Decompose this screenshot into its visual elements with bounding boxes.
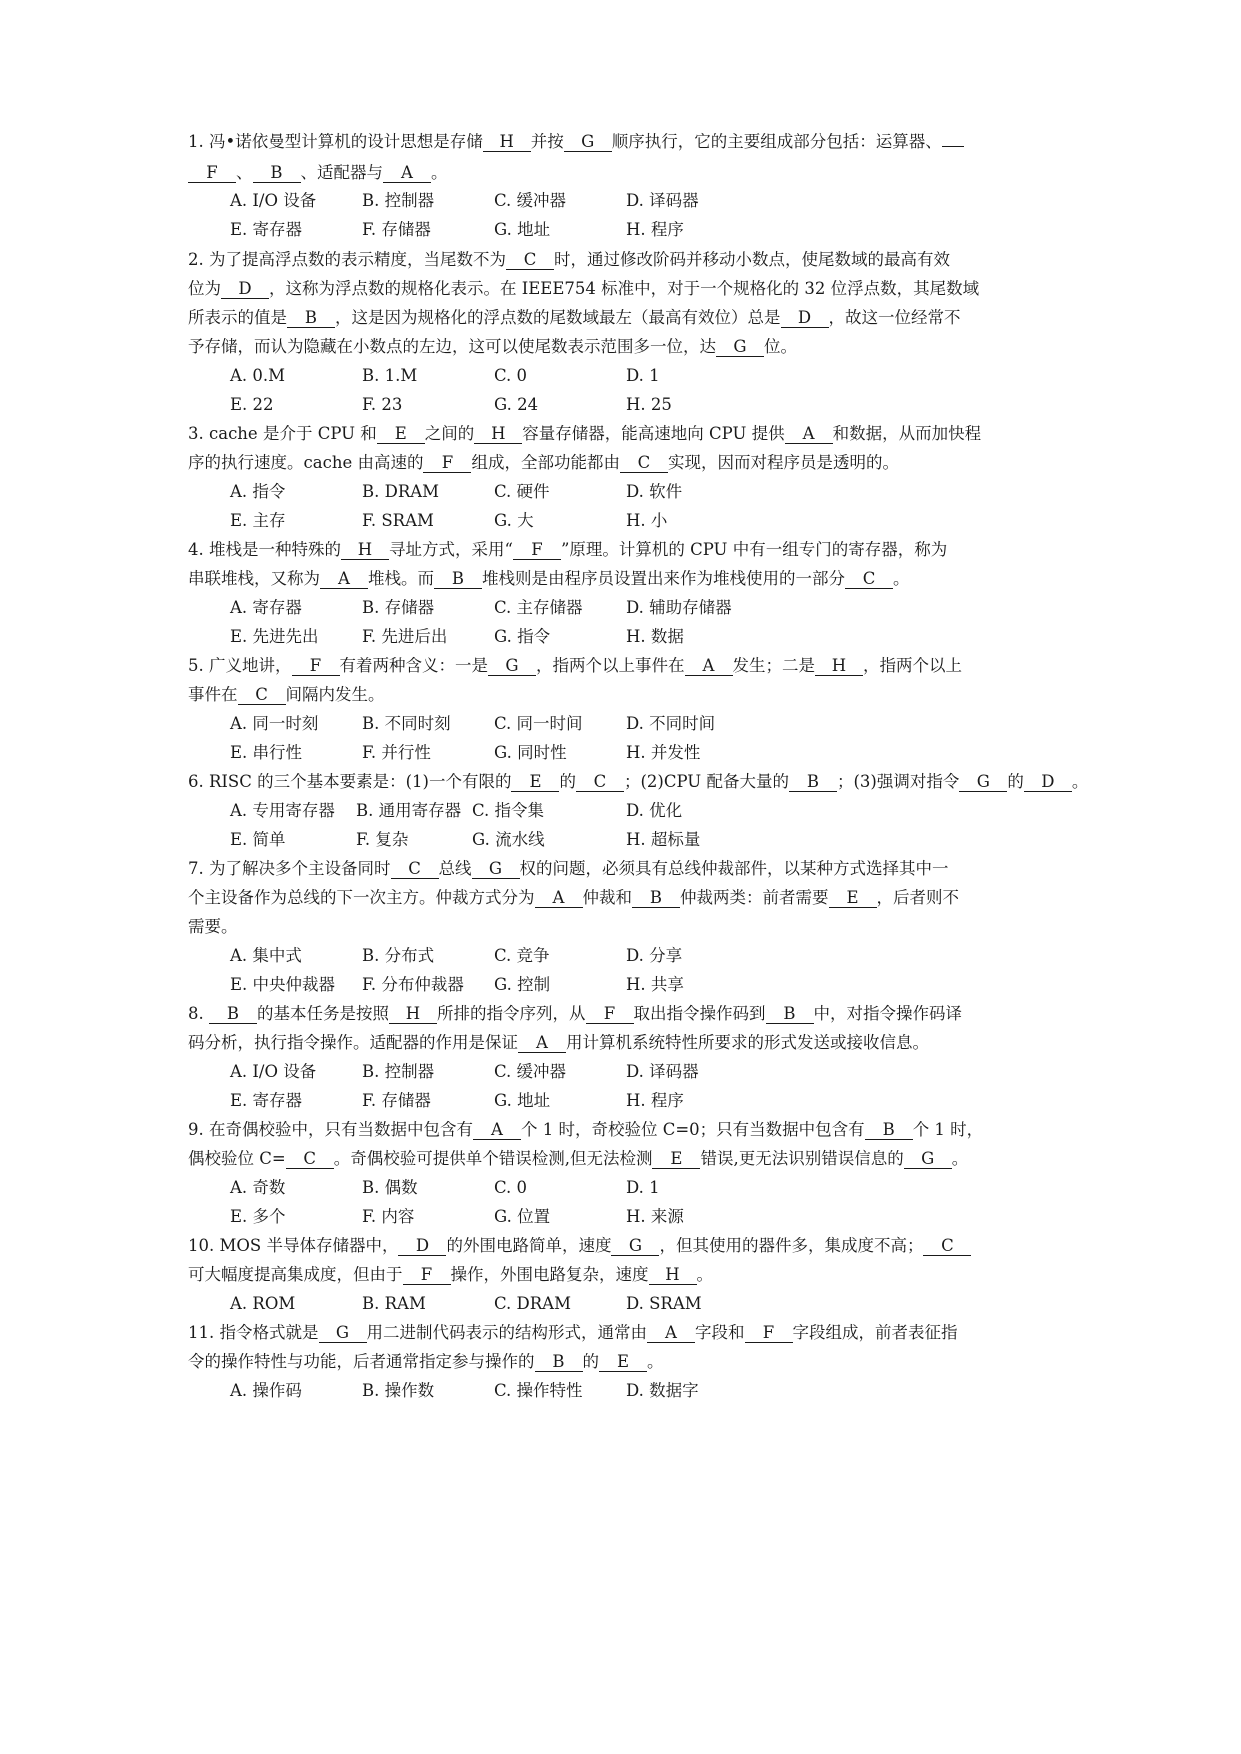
answer-blank: F bbox=[292, 657, 340, 676]
question-text: 5. 广义地讲， bbox=[188, 656, 292, 675]
question-text: ，指两个以上事件在 bbox=[536, 656, 685, 675]
answer-blank: G bbox=[716, 338, 764, 357]
question-text: 的外围电路简单，速度 bbox=[446, 1236, 612, 1255]
answer-blank: D bbox=[1024, 773, 1072, 792]
question-text: 串联堆栈，又称为 bbox=[188, 569, 320, 588]
option-item: D. 1 bbox=[626, 366, 660, 385]
option-item: A. ROM bbox=[230, 1294, 296, 1313]
question-text: 字段和 bbox=[695, 1323, 745, 1342]
question-4-line bbox=[188, 568, 910, 590]
question-text: 可大幅度提高集成度，但由于 bbox=[188, 1265, 403, 1284]
answer-blank: H bbox=[815, 657, 863, 676]
question-text: 。 bbox=[647, 1352, 664, 1371]
answer-blank: B bbox=[789, 773, 837, 792]
question-text: 用二进制代码表示的结构形式，通常由 bbox=[366, 1323, 647, 1342]
answer-blank: F bbox=[403, 1266, 451, 1285]
question-text: 10. MOS 半导体存储器中， bbox=[188, 1236, 399, 1255]
question-text: 令的操作特性与功能，后者通常指定参与操作的 bbox=[188, 1352, 535, 1371]
question-text: ，但其使用的器件多，集成度不高； bbox=[659, 1236, 924, 1255]
option-item: B. DRAM bbox=[362, 482, 440, 501]
question-2-line bbox=[188, 307, 961, 329]
question-text: 之间的 bbox=[424, 424, 475, 443]
question-text: 4. 堆栈是一种特殊的 bbox=[188, 540, 341, 559]
question-7-line bbox=[188, 916, 238, 938]
answer-blank: E bbox=[599, 1353, 647, 1372]
answer-blank: H bbox=[341, 541, 389, 560]
question-text: 8. bbox=[188, 1004, 209, 1023]
option-item: C. 硬件 bbox=[494, 482, 550, 501]
question-text: 错误,更无法识别错误信息的 bbox=[700, 1149, 904, 1168]
question-text: 3. cache 是介于 CPU 和 bbox=[188, 424, 377, 443]
option-item: C. 缓冲器 bbox=[494, 1062, 567, 1081]
question-text: 位。 bbox=[764, 337, 797, 356]
answer-blank: G bbox=[611, 1237, 659, 1256]
option-item: B. 1.M bbox=[362, 366, 418, 385]
question-text: ；(2)CPU 配备大量的 bbox=[623, 772, 789, 791]
question-5-line bbox=[188, 684, 385, 706]
answer-blank: C bbox=[576, 773, 624, 792]
answer-blank: B bbox=[209, 1005, 257, 1024]
option-item: F. SRAM bbox=[362, 511, 434, 530]
question-11-line bbox=[188, 1322, 958, 1344]
option-item: E. 22 bbox=[230, 395, 274, 414]
question-text: 取出指令操作码到 bbox=[633, 1004, 766, 1023]
option-item: B. RAM bbox=[362, 1294, 426, 1313]
question-text: 予存储，而认为隐藏在小数点的左边，这可以使尾数表示范围多一位，达 bbox=[188, 337, 716, 356]
question-text: 并按 bbox=[530, 132, 564, 151]
option-item: H. 25 bbox=[626, 395, 672, 414]
option-item: E. 简单 bbox=[230, 830, 286, 849]
answer-blank: C bbox=[620, 454, 668, 473]
question-text: 实现，因而对程序员是透明的。 bbox=[667, 453, 899, 472]
answer-blank: A bbox=[647, 1324, 695, 1343]
answer-blank: H bbox=[483, 133, 531, 152]
option-item: C. 竞争 bbox=[494, 946, 550, 965]
answer-blank: A bbox=[785, 425, 833, 444]
question-10-line bbox=[188, 1235, 971, 1257]
question-text: ，指两个以上 bbox=[863, 656, 962, 675]
option-item: B. 不同时刻 bbox=[362, 714, 451, 733]
question-2-line bbox=[188, 278, 979, 300]
option-item: B. 偶数 bbox=[362, 1178, 418, 1197]
question-text: 9. 在奇偶校验中，只有当数据中包含有 bbox=[188, 1120, 473, 1139]
answer-blank bbox=[942, 146, 964, 147]
option-item: D. 译码器 bbox=[626, 191, 699, 210]
option-item: A. 集中式 bbox=[230, 946, 302, 965]
question-2-line bbox=[188, 336, 797, 358]
option-item: A. I/O 设备 bbox=[230, 191, 317, 210]
option-item: D. 数据字 bbox=[626, 1381, 699, 1400]
option-item: F. 分布仲裁器 bbox=[362, 975, 464, 994]
option-item: F. 存储器 bbox=[362, 1091, 431, 1110]
option-item: D. 1 bbox=[626, 1178, 660, 1197]
option-item: F. 存储器 bbox=[362, 220, 431, 239]
answer-blank: G bbox=[564, 133, 612, 152]
question-6-line bbox=[188, 771, 1088, 793]
option-item: C. DRAM bbox=[494, 1294, 571, 1313]
option-item: H. 来源 bbox=[626, 1207, 684, 1226]
option-item: D. 不同时间 bbox=[626, 714, 716, 733]
question-text: 11. 指令格式就是 bbox=[188, 1323, 319, 1342]
answer-blank: B bbox=[287, 309, 335, 328]
question-text: 码分析，执行指令操作。适配器的作用是保证 bbox=[188, 1033, 518, 1052]
answer-blank: F bbox=[423, 454, 471, 473]
question-1-line bbox=[188, 131, 964, 153]
option-item: B. 通用寄存器 bbox=[356, 801, 462, 820]
question-text: 事件在 bbox=[188, 685, 238, 704]
question-text: 操作，外围电路复杂，速度 bbox=[450, 1265, 649, 1284]
option-item: D. 优化 bbox=[626, 801, 683, 820]
option-item: C. 操作特性 bbox=[494, 1381, 583, 1400]
question-text: 时，通过修改阶码并移动小数点，使尾数域的最高有效 bbox=[554, 250, 950, 269]
answer-blank: C bbox=[286, 1150, 334, 1169]
question-text: 所表示的值是 bbox=[188, 308, 287, 327]
question-text: 有着两种含义：一是 bbox=[339, 656, 488, 675]
option-item: G. 24 bbox=[494, 395, 539, 414]
answer-blank: D bbox=[221, 280, 269, 299]
option-item: E. 多个 bbox=[230, 1207, 286, 1226]
answer-blank: D bbox=[781, 309, 829, 328]
option-item: G. 地址 bbox=[494, 220, 551, 239]
answer-blank: E bbox=[377, 425, 425, 444]
answer-blank: E bbox=[829, 889, 877, 908]
question-text: 字段组成，前者表征指 bbox=[792, 1323, 958, 1342]
option-item: E. 中央仲裁器 bbox=[230, 975, 336, 994]
option-item: F. 先进后出 bbox=[362, 627, 448, 646]
question-text: ；(3)强调对指令 bbox=[836, 772, 960, 791]
answer-blank: F bbox=[745, 1324, 793, 1343]
question-text: 1. 冯•诺依曼型计算机的设计思想是存储 bbox=[188, 132, 483, 151]
option-item: A. 专用寄存器 bbox=[230, 801, 335, 820]
question-text: 位为 bbox=[188, 279, 221, 298]
option-item: G. 流水线 bbox=[472, 830, 545, 849]
answer-blank: B bbox=[632, 889, 680, 908]
answer-blank: G bbox=[959, 773, 1007, 792]
question-text: 用计算机系统特性所要求的形式发送或接收信息。 bbox=[566, 1033, 929, 1052]
option-item: E. 寄存器 bbox=[230, 220, 303, 239]
option-item: C. 主存储器 bbox=[494, 598, 583, 617]
option-item: B. 分布式 bbox=[362, 946, 435, 965]
answer-blank: G bbox=[488, 657, 536, 676]
option-item: D. 译码器 bbox=[626, 1062, 699, 1081]
question-text: 的 bbox=[1007, 772, 1024, 791]
answer-blank: F bbox=[513, 541, 561, 560]
option-item: H. 数据 bbox=[626, 627, 684, 646]
question-text: ”原理。计算机的 CPU 中有一组专门的寄存器，称为 bbox=[560, 540, 948, 559]
question-text: ，故这一位经常不 bbox=[828, 308, 961, 327]
question-8-line bbox=[188, 1032, 929, 1054]
answer-blank: B bbox=[766, 1005, 814, 1024]
answer-blank: H bbox=[389, 1005, 437, 1024]
option-item: G. 同时性 bbox=[494, 743, 567, 762]
question-text: 发生；二是 bbox=[732, 656, 815, 675]
question-text: 仲裁两类：前者需要 bbox=[680, 888, 829, 907]
question-text: ，这是因为规格化的浮点数的尾数域最左（最高有效位）总是 bbox=[335, 308, 781, 327]
option-item: F. 并行性 bbox=[362, 743, 431, 762]
answer-blank: G bbox=[319, 1324, 367, 1343]
question-text: 的 bbox=[559, 772, 576, 791]
option-item: H. 程序 bbox=[626, 220, 684, 239]
question-text: 。 bbox=[893, 569, 910, 588]
answer-blank: G bbox=[904, 1150, 952, 1169]
option-item: A. 寄存器 bbox=[230, 598, 302, 617]
option-item: H. 小 bbox=[626, 511, 668, 530]
option-item: G. 地址 bbox=[494, 1091, 551, 1110]
question-text: 组成，全部功能都由 bbox=[471, 453, 620, 472]
question-text: 的 bbox=[582, 1352, 599, 1371]
answer-blank: E bbox=[511, 773, 559, 792]
answer-blank: C bbox=[391, 860, 439, 879]
question-text: ，这称为浮点数的规格化表示。在 IEEE754 标准中，对于一个规格化的 32 位浮点数，其尾数域 bbox=[269, 279, 980, 298]
question-9-line bbox=[188, 1148, 968, 1170]
question-text: 、适配器与 bbox=[300, 163, 383, 182]
question-text: 、 bbox=[236, 163, 253, 182]
option-item: B. 控制器 bbox=[362, 191, 435, 210]
option-item: F. 内容 bbox=[362, 1207, 415, 1226]
question-text: 所排的指令序列，从 bbox=[437, 1004, 586, 1023]
question-5-line bbox=[188, 655, 962, 677]
option-item: B. 控制器 bbox=[362, 1062, 435, 1081]
option-item: D. 辅助存储器 bbox=[626, 598, 732, 617]
option-item: B. 操作数 bbox=[362, 1381, 435, 1400]
option-item: H. 超标量 bbox=[626, 830, 701, 849]
option-item: A. I/O 设备 bbox=[230, 1062, 317, 1081]
answer-blank: H bbox=[474, 425, 522, 444]
question-text: 堆栈。而 bbox=[368, 569, 434, 588]
question-4-line bbox=[188, 539, 947, 561]
answer-blank: H bbox=[649, 1266, 697, 1285]
question-text: 需要。 bbox=[188, 917, 238, 936]
answer-blank: A bbox=[473, 1121, 521, 1140]
question-text: 总线 bbox=[438, 859, 472, 878]
answer-blank: D bbox=[398, 1237, 446, 1256]
answer-blank: E bbox=[652, 1150, 700, 1169]
question-text: 。 bbox=[951, 1149, 969, 1168]
answer-blank: F bbox=[586, 1005, 634, 1024]
option-item: D. SRAM bbox=[626, 1294, 702, 1313]
question-text: 。 bbox=[696, 1265, 713, 1284]
option-item: C. 缓冲器 bbox=[494, 191, 567, 210]
answer-blank: B bbox=[434, 570, 482, 589]
question-text: 个主设备作为总线的下一次主方。仲裁方式分为 bbox=[188, 888, 535, 907]
option-item: G. 大 bbox=[494, 511, 534, 530]
question-10-line bbox=[188, 1264, 713, 1286]
option-item: C. 同一时间 bbox=[494, 714, 583, 733]
question-text: 个 1 时，奇校验位 C=0；只有当数据中包含有 bbox=[521, 1120, 865, 1139]
option-item: A. 操作码 bbox=[230, 1381, 302, 1400]
option-item: E. 串行性 bbox=[230, 743, 303, 762]
question-text: 。奇偶校验可提供单个错误检测,但无法检测 bbox=[333, 1149, 653, 1168]
option-item: F. 复杂 bbox=[356, 830, 409, 849]
answer-blank: C bbox=[923, 1237, 971, 1256]
question-1-line bbox=[188, 162, 448, 184]
option-item: C. 0 bbox=[494, 1178, 528, 1197]
option-item: G. 位置 bbox=[494, 1207, 551, 1226]
question-text: 个 1 时， bbox=[912, 1120, 984, 1139]
answer-blank: A bbox=[685, 657, 733, 676]
answer-blank: C bbox=[845, 570, 893, 589]
option-item: A. 指令 bbox=[230, 482, 286, 501]
question-3-line bbox=[188, 423, 981, 445]
question-text: 6. RISC 的三个基本要素是：(1)一个有限的 bbox=[188, 772, 512, 791]
option-item: A. 奇数 bbox=[230, 1178, 286, 1197]
question-7-line bbox=[188, 858, 949, 880]
option-item: C. 指令集 bbox=[472, 801, 545, 820]
question-2-line bbox=[188, 249, 950, 271]
question-text: 2. 为了提高浮点数的表示精度，当尾数不为 bbox=[188, 250, 506, 269]
option-item: H. 并发性 bbox=[626, 743, 701, 762]
question-text: 序的执行速度。cache 由高速的 bbox=[188, 453, 424, 472]
question-text: 偶校验位 C= bbox=[188, 1149, 286, 1168]
question-7-line bbox=[188, 887, 959, 909]
question-8-line bbox=[188, 1003, 962, 1025]
option-item: A. 同一时刻 bbox=[230, 714, 319, 733]
answer-blank: C bbox=[238, 686, 286, 705]
answer-blank: A bbox=[518, 1034, 566, 1053]
option-item: H. 共享 bbox=[626, 975, 684, 994]
answer-blank: B bbox=[535, 1353, 583, 1372]
question-text: 7. 为了解决多个主设备同时 bbox=[188, 859, 391, 878]
question-9-line bbox=[188, 1119, 983, 1141]
question-text: 间隔内发生。 bbox=[285, 685, 385, 704]
option-item: C. 0 bbox=[494, 366, 528, 385]
question-text: 顺序执行，它的主要组成部分包括：运算器、 bbox=[611, 132, 942, 151]
option-item: G. 控制 bbox=[494, 975, 551, 994]
answer-blank: B bbox=[253, 164, 301, 183]
option-item: D. 分享 bbox=[626, 946, 683, 965]
question-text: ，后者则不 bbox=[876, 888, 959, 907]
question-text: 。 bbox=[431, 163, 448, 182]
option-item: F. 23 bbox=[362, 395, 403, 414]
answer-blank: A bbox=[535, 889, 583, 908]
answer-blank: A bbox=[320, 570, 368, 589]
question-text: 的基本任务是按照 bbox=[257, 1004, 389, 1023]
question-text: 。 bbox=[1071, 772, 1089, 791]
question-text: 寻址方式，采用“ bbox=[389, 540, 513, 559]
answer-blank: G bbox=[472, 860, 520, 879]
question-3-line bbox=[188, 452, 899, 474]
option-item: A. 0.M bbox=[230, 366, 286, 385]
option-item: B. 存储器 bbox=[362, 598, 435, 617]
option-item: G. 指令 bbox=[494, 627, 551, 646]
question-text: 权的问题，必须具有总线仲裁部件，以某种方式选择其中一 bbox=[519, 859, 949, 878]
question-11-line bbox=[188, 1351, 664, 1373]
option-item: E. 先进先出 bbox=[230, 627, 319, 646]
question-text: 容量存储器，能高速地向 CPU 提供 bbox=[522, 424, 785, 443]
option-item: D. 软件 bbox=[626, 482, 683, 501]
answer-blank: C bbox=[506, 251, 554, 270]
option-item: H. 程序 bbox=[626, 1091, 684, 1110]
question-text: 和数据，从而加快程 bbox=[832, 424, 982, 443]
answer-blank: F bbox=[188, 164, 236, 183]
question-text: 中，对指令操作码译 bbox=[813, 1004, 962, 1023]
option-item: E. 寄存器 bbox=[230, 1091, 303, 1110]
option-item: E. 主存 bbox=[230, 511, 286, 530]
answer-blank: B bbox=[865, 1121, 913, 1140]
answer-blank: A bbox=[383, 164, 431, 183]
question-text: 仲裁和 bbox=[582, 888, 632, 907]
question-text: 堆栈则是由程序员设置出来作为堆栈使用的一部分 bbox=[482, 569, 845, 588]
